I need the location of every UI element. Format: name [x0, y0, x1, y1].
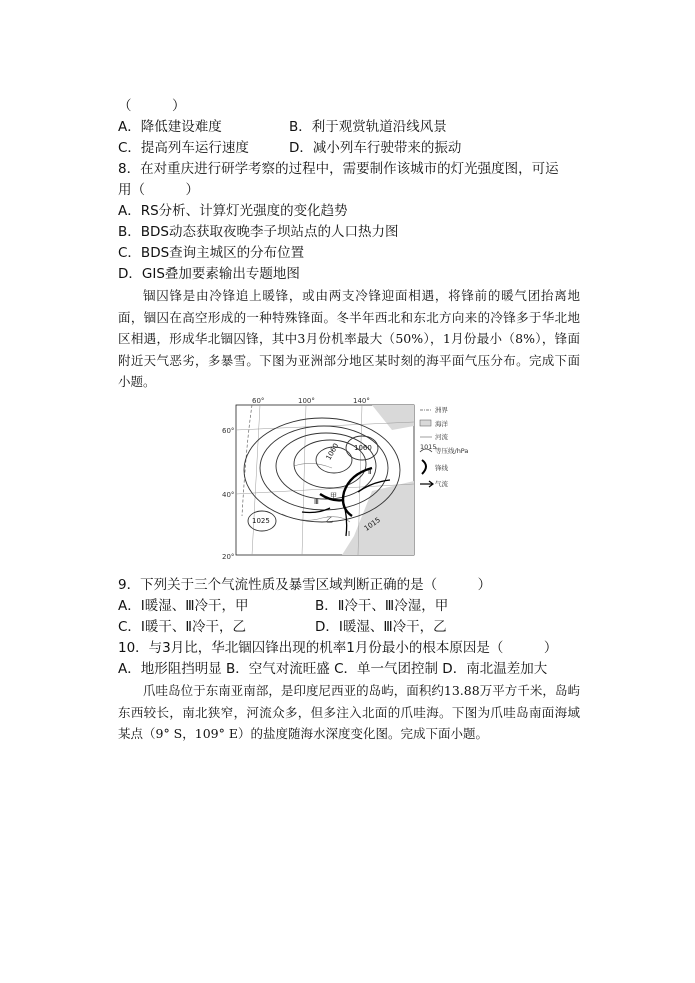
lon-tick: 140°	[353, 397, 370, 405]
q8-option-a: A．RS分析、计算灯光强度的变化趋势	[118, 203, 348, 219]
q9-option-b: B．Ⅱ冷干、Ⅲ冷湿，甲	[315, 598, 449, 614]
legend-isobar-sample: 1015	[420, 443, 437, 451]
q7-option-a: A．降低建设难度	[118, 119, 222, 135]
isobar-value: 1025	[252, 517, 270, 525]
q8-stem-line2: 用（ ）	[118, 182, 199, 198]
passage-java-island: 爪哇岛位于东南亚南部，是印度尼西亚的岛屿，面积约13.88万平方千米，岛屿东西较长，南北狭窄，河流众多，但多注入北面的爪哇海。下图为爪哇岛南面海域某点（9° S，109° E）的盐度随海水深度变化图。完成下面小题。	[118, 683, 580, 741]
q9-stem: 9．下列关于三个气流性质及暴雪区域判断正确的是（ ）	[118, 577, 492, 593]
legend-isobar: 等压线/hPa	[435, 447, 469, 455]
q8-option-b: B．BDS动态获取夜晚李子坝站点的人口热力图	[118, 224, 399, 240]
airflow-label-ii: Ⅱ	[368, 468, 372, 476]
q10-options: A．地形阻挡明显 B．空气对流旺盛 C．单一气团控制 D．南北温差加大	[118, 661, 548, 677]
legend-airflow: 气流	[435, 480, 448, 488]
lat-tick: 60°	[222, 427, 235, 435]
q7-option-c: C．提高列车运行速度	[118, 140, 249, 156]
legend-river: 河流	[435, 433, 448, 441]
legend-front: 锋线	[435, 464, 448, 472]
passage-occluded-front: 锢囚锋是由冷锋追上暖锋，或由两支冷锋迎面相遇，将锋前的暖气团抬离地面，锢囚在高空形成的一种特殊锋面。冬半年西北和东北方向来的冷锋多于华北地区相遇，形成华北锢囚锋，其中3月份机率最大（50%），1月份最小（8%），锋面附近天气恶劣，多暴雪。下图为亚洲部分地区某时刻的海平面气压分布。完成下面小题。	[118, 288, 580, 389]
legend-boundary: 洲界	[435, 406, 448, 414]
q9-option-d: D．Ⅰ暖湿、Ⅲ冷干，乙	[315, 619, 447, 635]
q8-option-c: C．BDS查询主城区的分布位置	[118, 245, 305, 261]
pressure-map-figure	[222, 396, 472, 564]
isobar-value: 1060	[324, 442, 341, 462]
region-label-yi: 乙	[326, 516, 333, 524]
lat-tick: 40°	[222, 491, 235, 499]
legend-ocean: 海洋	[435, 420, 448, 428]
q7-answer-bracket: （ ）	[118, 98, 186, 114]
q7-option-b: B．利于观赏轨道沿线风景	[289, 119, 447, 135]
isobar-value: 1015	[362, 515, 382, 533]
lat-tick: 20°	[222, 553, 235, 561]
airflow-label-i: Ⅰ	[348, 530, 351, 538]
q8-option-d: D．GIS叠加要素输出专题地图	[118, 266, 300, 282]
isobar-value: 1060	[354, 444, 372, 452]
lon-tick: 100°	[298, 397, 315, 405]
airflow-label-iii: Ⅲ	[314, 498, 319, 506]
q7-option-d: D．减小列车行驶带来的振动	[289, 140, 462, 156]
q8-stem-line1: 8．在对重庆进行研学考察的过程中，需要制作该城市的灯光强度图，可运	[118, 161, 559, 177]
q9-option-c: C．Ⅰ暖干、Ⅱ冷干，乙	[118, 619, 247, 635]
q10-stem: 10．与3月比，华北锢囚锋出现的机率1月份最小的根本原因是（ ）	[118, 640, 558, 656]
lon-tick: 60°	[252, 397, 265, 405]
region-label-jia: 甲	[330, 492, 337, 500]
q9-option-a: A．Ⅰ暖湿、Ⅲ冷干，甲	[118, 598, 249, 614]
